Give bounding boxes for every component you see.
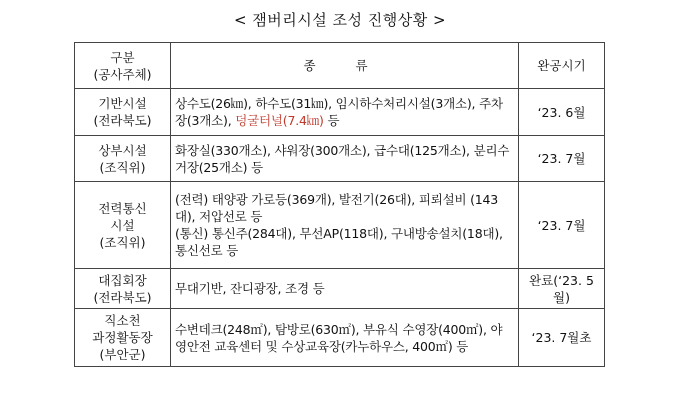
row-category [75,136,171,182]
table-row [75,136,605,182]
row-category [75,182,171,269]
type-text [175,95,514,129]
row-type [171,136,519,182]
type-text: (통신) 통신주(284대), 무선AP(118대), 구내방송설치(18대), 통신선로 등 [175,226,503,258]
row-category [75,269,171,309]
row-category [75,89,171,136]
page-title: < 잼버리시설 조성 진행상황 > [233,11,447,29]
category-line: 과정활동장 [92,330,153,345]
row-completion: 완료(‘23. 5월) [519,269,605,309]
category-line: 시설 [110,217,135,233]
type-highlight: 덩굴터널(7.4㎞) [235,113,324,128]
header-completion: 완공시기 [519,43,605,89]
row-type [171,89,519,136]
category-line: (조직위) [99,234,146,250]
type-text: 무대기반, 잔디광장, 조경 등 [175,281,325,296]
category-line: (전라북도) [93,113,152,128]
row-type [171,269,519,309]
row-completion: ‘23. 6월 [519,89,605,136]
row-type [171,309,519,367]
table-row [75,182,605,269]
type-segment: 상수도(26㎞), 하수도(31㎞), 임시하수처리시설(3개소), 주차장(3개소), [175,96,503,128]
category-line: 상부시설 [98,142,147,158]
type-text: 수변데크(248㎡), 탐방로(630㎡), 부유식 수영장(400㎡), 야영안전 교육센터 및 수상교육장(카누하우스, 400㎡) 등 [175,321,503,354]
category-line: (조직위) [99,159,146,175]
row-category [75,309,171,367]
table-header-row [75,43,605,89]
row-completion: ‘23. 7월초 [519,309,605,367]
category-line: 대집회장 [98,272,147,288]
table-row [75,89,605,136]
type-segment: 등 [323,113,340,128]
header-type [171,43,519,89]
category-line: (부안군) [99,347,146,362]
facility-progress-table [74,42,605,367]
row-type [171,182,519,269]
header-category-line: 구분 [110,49,135,65]
table-row [75,269,605,309]
row-completion: ‘23. 7월 [519,182,605,269]
header-category-line: (공사주체) [93,66,152,82]
header-type-label: 종 류 [303,58,386,73]
category-line: 직소천 [104,313,141,328]
category-line: 전력통신 [98,200,147,216]
row-completion: ‘23. 7월 [519,136,605,182]
header-category [75,43,171,89]
type-text: (전력) 태양광 가로등(369개), 발전기(26대), 피뢰설비 (143대), 저압선로 등 [175,192,499,224]
category-line: 기반시설 [98,96,147,111]
table-row [75,309,605,367]
category-line: (전라북도) [93,289,152,305]
type-text: 화장실(330개소), 샤워장(300개소), 급수대(125개소), 분리수거장(25개소) 등 [175,142,510,175]
